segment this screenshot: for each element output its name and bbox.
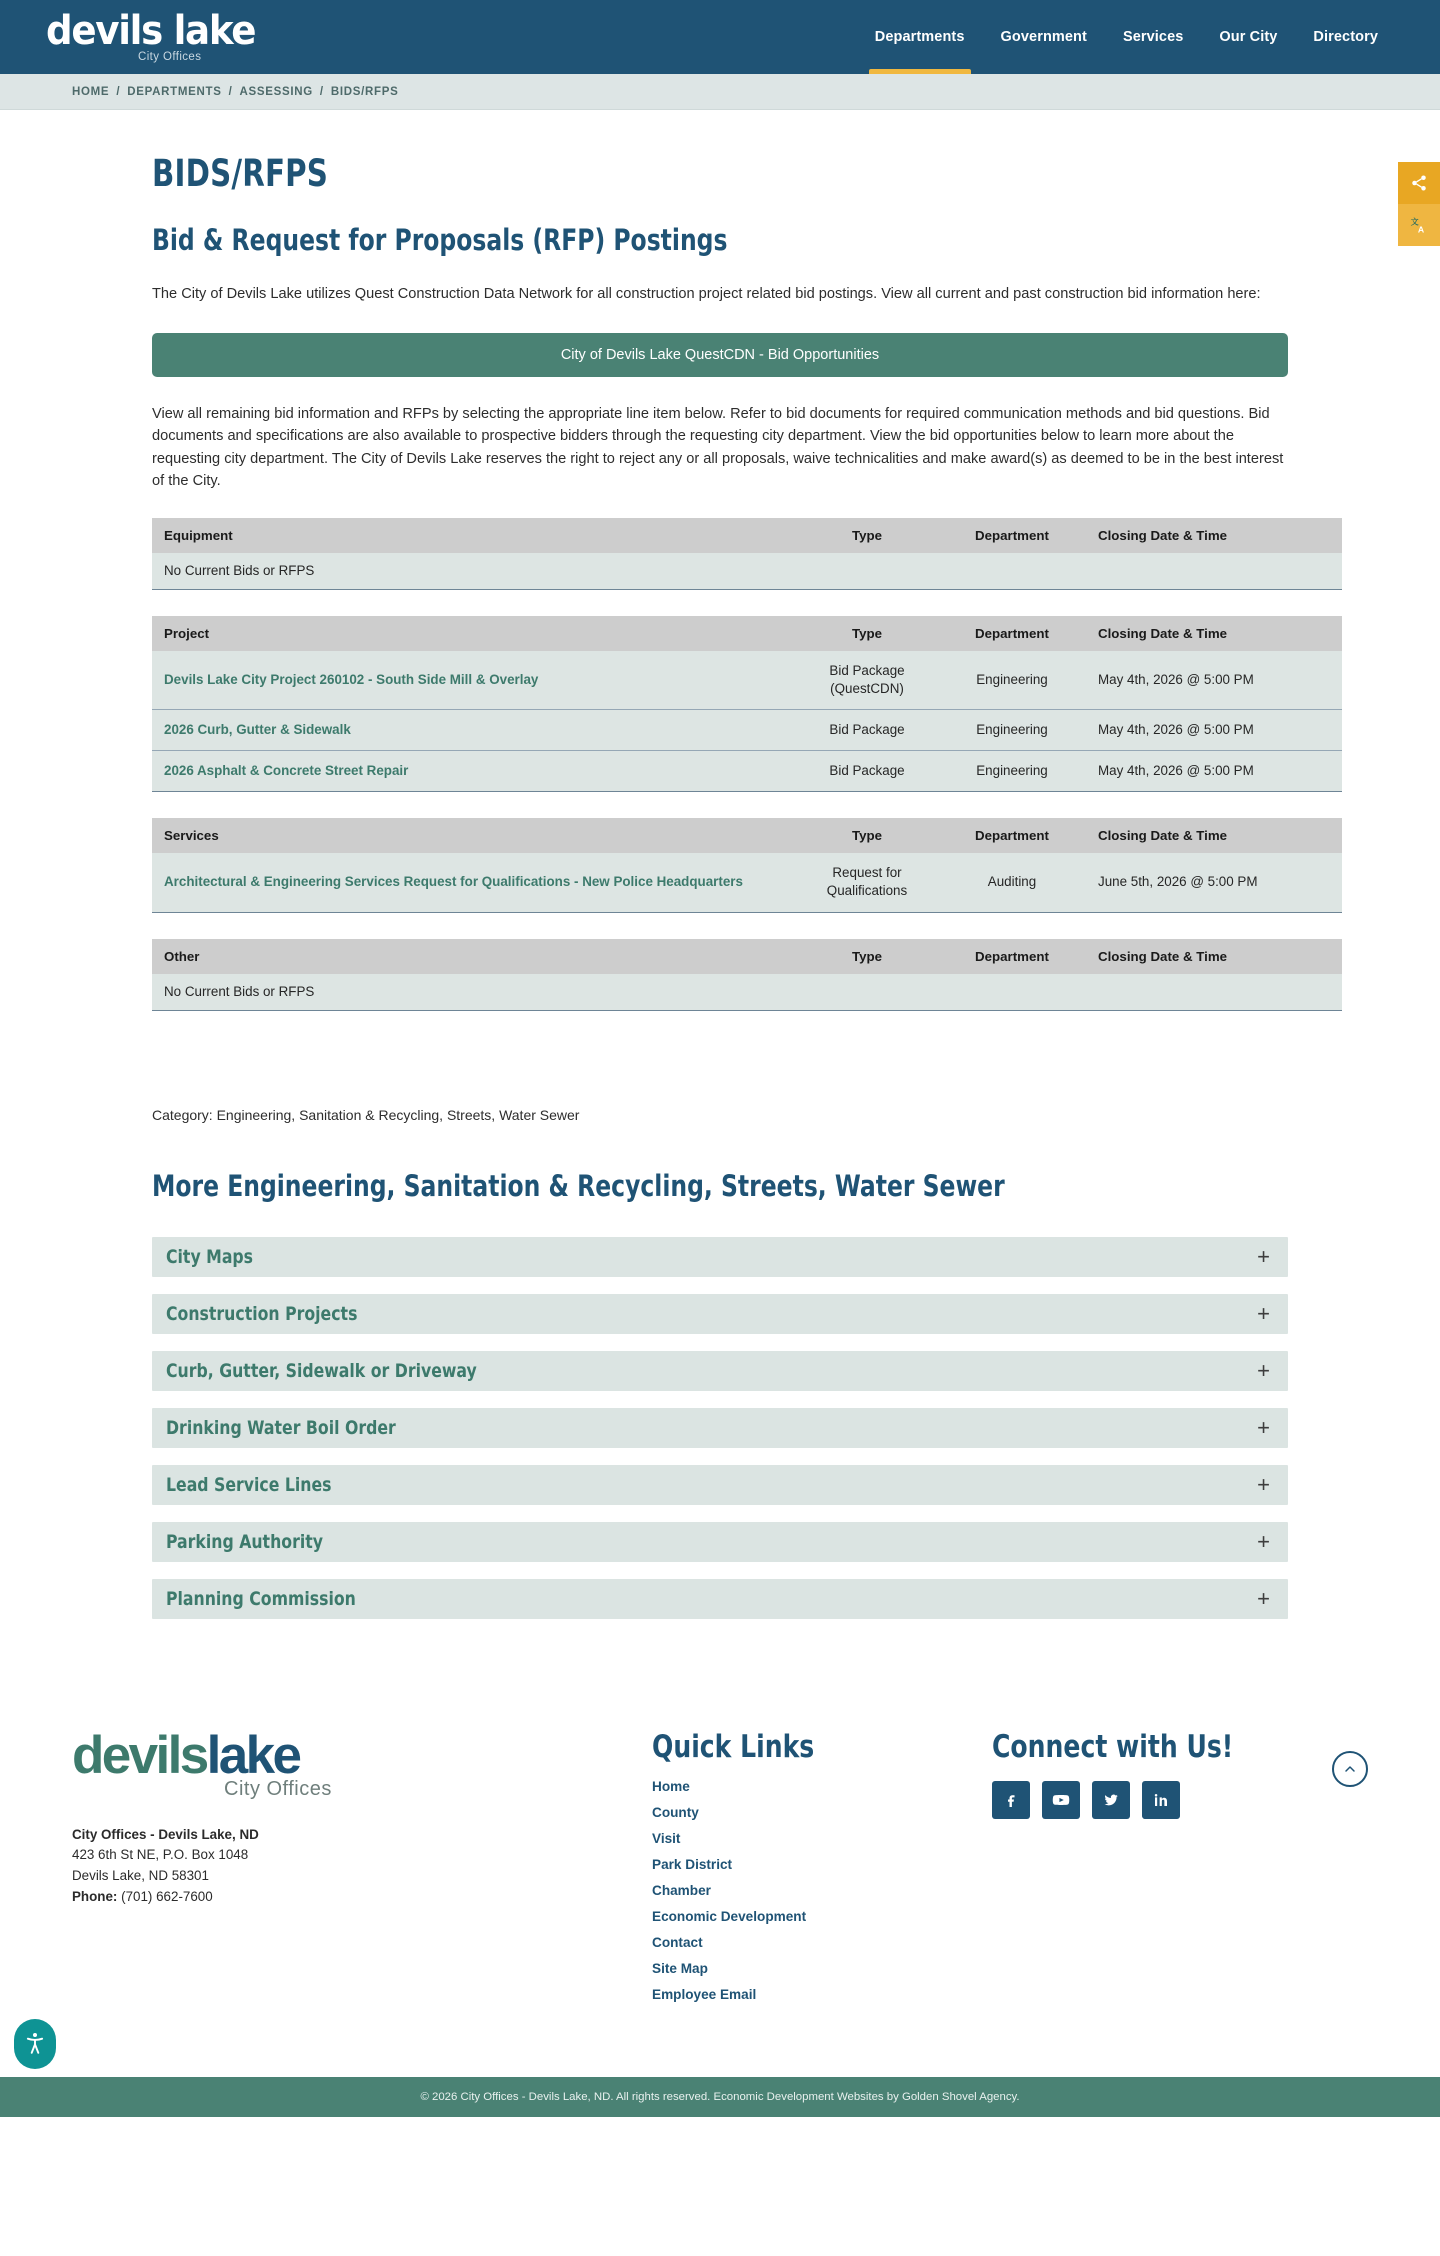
plus-icon: + (1257, 1585, 1270, 1611)
breadcrumb-separator: / (319, 85, 324, 98)
share-button[interactable] (1398, 162, 1440, 204)
linkedin-glyph (1152, 1791, 1170, 1809)
plus-icon: + (1257, 1300, 1270, 1326)
translate-button[interactable] (1398, 204, 1440, 246)
address-line-1: 423 6th St NE, P.O. Box 1048 (72, 1847, 249, 1863)
bid-name-cell (152, 751, 792, 792)
quick-link-chamber[interactable]: Chamber (652, 1882, 711, 1898)
svg-text:A: A (1417, 224, 1424, 235)
intro-paragraph: The City of Devils Lake utilizes Quest Construction Data Network for all construction project related bid postings. View all current and past construction bid information here: (152, 286, 1261, 302)
quick-link-employee-email[interactable]: Employee Email (652, 1986, 757, 2002)
table-header-row (152, 939, 1342, 974)
bid-department-cell: Engineering (942, 751, 1082, 792)
bid-name-cell (152, 853, 792, 912)
nav-item-our-city[interactable]: Our City (1219, 29, 1278, 45)
phone-value[interactable]: (701) 662-7600 (121, 1888, 213, 1904)
accordion-item-planning-commission[interactable] (152, 1579, 1288, 1619)
footer-logo[interactable] (72, 1725, 652, 1785)
twitter-icon[interactable] (1092, 1781, 1130, 1819)
bid-link[interactable]: 2026 Asphalt & Concrete Street Repair (164, 763, 409, 779)
column-header-closing: Closing Date & Time (1082, 518, 1342, 553)
address-line-2: Devils Lake, ND 58301 (72, 1868, 209, 1884)
accessibility-widget-button[interactable] (14, 2019, 56, 2069)
bid-department-cell: Auditing (942, 853, 1082, 912)
table-row (152, 553, 1342, 590)
table-row (152, 710, 1342, 751)
site-header (0, 0, 1440, 74)
logo-subtext: City Offices (138, 50, 202, 63)
accordion-item-lead-service-lines[interactable] (152, 1465, 1288, 1505)
copyright-text: © 2026 City Offices - Devils Lake, ND. All rights reserved. Economic Development Websites by Golden Shovel Agency. (420, 2090, 1020, 2103)
footer-quick-links-column (652, 1729, 992, 2013)
site-logo[interactable] (46, 7, 271, 64)
column-header-closing: Closing Date & Time (1082, 616, 1342, 651)
column-header-category: Project (152, 616, 792, 651)
youtube-glyph (1051, 1790, 1071, 1810)
bid-closing-cell: May 4th, 2026 @ 5:00 PM (1082, 710, 1342, 751)
main-navigation (857, 0, 1396, 74)
breadcrumb-separator: / (116, 85, 121, 98)
social-links (992, 1781, 1312, 1819)
footer-brand-column (72, 1725, 652, 2013)
plus-icon: + (1257, 1471, 1270, 1497)
accordion-label: Construction Projects (166, 1302, 358, 1325)
phone-label: Phone: (72, 1888, 118, 1904)
quick-link-economic-development[interactable]: Economic Development (652, 1908, 807, 1924)
footer-logo-subtext: City Offices (224, 1777, 332, 1800)
column-header-closing: Closing Date & Time (1082, 939, 1342, 974)
office-name: City Offices - Devils Lake, ND (72, 1826, 259, 1842)
column-header-category: Services (152, 818, 792, 853)
accordion-label: Lead Service Lines (166, 1473, 332, 1496)
column-header-category: Other (152, 939, 792, 974)
phone-row (72, 1887, 652, 1908)
connect-title: Connect with Us! (992, 1728, 1234, 1765)
column-header-type: Type (792, 518, 942, 553)
breadcrumb-separator: / (228, 85, 233, 98)
accordion-item-construction-projects[interactable] (152, 1294, 1288, 1334)
column-header-type: Type (792, 616, 942, 651)
share-icon (1410, 174, 1428, 192)
bid-type-cell: Request for Qualifications (792, 853, 942, 912)
detail-paragraph: View all remaining bid information and RFPs by selecting the appropriate line item below. Refer to bid documents for required communication methods and bid questions. Bid documents and specifications are also available to prospective bidders through the requesting city department. View the bid opportunities below to learn more about the requesting city department. The City of Devils Lake reserves the right to reject any or all proposals, waive technicalities and make award(s) as deemed to be in the best interest of the City. (152, 406, 1284, 489)
breadcrumb-item-assessing[interactable]: ASSESSING (239, 85, 313, 98)
column-header-department: Department (942, 518, 1082, 553)
accessibility-icon (24, 2031, 46, 2057)
nav-item-government[interactable]: Government (1000, 29, 1087, 45)
bid-link[interactable]: 2026 Curb, Gutter & Sidewalk (164, 722, 351, 738)
column-header-closing: Closing Date & Time (1082, 818, 1342, 853)
column-header-department: Department (942, 818, 1082, 853)
column-header-type: Type (792, 818, 942, 853)
bid-link[interactable]: Devils Lake City Project 260102 - South Side Mill & Overlay (164, 672, 539, 687)
table-header-row (152, 818, 1342, 853)
site-footer (0, 1681, 1440, 2077)
accordion-item-drinking-water-boil-order[interactable] (152, 1408, 1288, 1448)
accordion-label: City Maps (166, 1245, 254, 1268)
linkedin-icon[interactable] (1142, 1781, 1180, 1819)
bids-table-project (152, 616, 1342, 792)
quick-link-contact[interactable]: Contact (652, 1934, 703, 1950)
facebook-glyph (1002, 1791, 1020, 1809)
main-content (80, 110, 1360, 1619)
footer-logo-lake: lake (206, 1725, 300, 1785)
bid-type-cell: Bid Package (QuestCDN) (792, 651, 942, 710)
accordion-label: Drinking Water Boil Order (166, 1416, 396, 1439)
bid-department-cell: Engineering (942, 710, 1082, 751)
svg-text:文: 文 (1410, 217, 1419, 227)
bid-link[interactable]: Architectural & Engineering Services Request for Qualifications - New Police Headquarters (164, 874, 743, 890)
footer-logo-devils: devils (72, 1725, 207, 1785)
bid-type-cell: Bid Package (792, 751, 942, 792)
breadcrumb (0, 74, 1440, 110)
table-row (152, 651, 1342, 710)
quick-link-site-map[interactable]: Site Map (652, 1960, 708, 1976)
page-title: BIDS/RFPS (152, 152, 329, 195)
facebook-icon[interactable] (992, 1781, 1030, 1819)
bid-closing-cell: June 5th, 2026 @ 5:00 PM (1082, 853, 1342, 912)
accordion-item-city-maps[interactable] (152, 1237, 1288, 1277)
plus-icon: + (1257, 1414, 1270, 1440)
table-header-row (152, 616, 1342, 651)
twitter-glyph (1102, 1791, 1120, 1809)
copyright-bar (0, 2077, 1440, 2117)
breadcrumb-item-departments[interactable]: DEPARTMENTS (127, 85, 222, 98)
plus-icon: + (1257, 1528, 1270, 1554)
logo-text: devils lake (46, 7, 256, 54)
bid-name-cell (152, 651, 792, 710)
table-header-row (152, 518, 1342, 553)
related-accordion (152, 1237, 1288, 1619)
quick-links-title: Quick Links (652, 1728, 815, 1765)
bid-closing-cell: May 4th, 2026 @ 5:00 PM (1082, 751, 1342, 792)
category-line: Category: Engineering, Sanitation & Recycling, Streets, Water Sewer (152, 1106, 580, 1123)
accordion-item-parking-authority[interactable] (152, 1522, 1288, 1562)
questcdn-bid-opportunities-button[interactable]: City of Devils Lake QuestCDN - Bid Opportunities (152, 333, 1288, 377)
quick-link-county[interactable]: County (652, 1804, 699, 1820)
table-row (152, 974, 1342, 1011)
table-row (152, 853, 1342, 912)
accordion-label: Curb, Gutter, Sidewalk or Driveway (166, 1359, 477, 1382)
bid-closing-cell: May 4th, 2026 @ 5:00 PM (1082, 651, 1342, 710)
column-header-department: Department (942, 939, 1082, 974)
breadcrumb-item-current: BIDS/RFPS (330, 85, 399, 98)
accordion-item-curb-gutter-sidewalk-driveway[interactable] (152, 1351, 1288, 1391)
quick-link-park-district[interactable]: Park District (652, 1856, 733, 1872)
bid-type-cell: Bid Package (792, 710, 942, 751)
bids-table-services (152, 818, 1342, 912)
bid-department-cell: Engineering (942, 651, 1082, 710)
more-section-title: More Engineering, Sanitation & Recycling, Streets, Water Sewer (152, 1168, 1005, 1203)
empty-state-message: No Current Bids or RFPS (152, 553, 1342, 590)
bids-table-equipment (152, 518, 1342, 590)
side-tools (1398, 162, 1440, 246)
column-header-department: Department (942, 616, 1082, 651)
plus-icon: + (1257, 1357, 1270, 1383)
footer-social-column (992, 1729, 1312, 2013)
empty-state-message: No Current Bids or RFPS (152, 974, 1342, 1011)
accordion-label: Parking Authority (166, 1530, 324, 1553)
footer-address (72, 1825, 652, 1908)
nav-item-departments[interactable]: Departments (857, 0, 983, 74)
table-row (152, 751, 1342, 792)
translate-icon (1410, 216, 1429, 235)
quick-link-home[interactable]: Home (652, 1778, 690, 1794)
column-header-type: Type (792, 939, 942, 974)
quick-link-visit[interactable]: Visit (652, 1830, 681, 1846)
back-to-top-button[interactable] (1332, 1751, 1368, 1787)
chevron-up-icon (1342, 1761, 1358, 1777)
plus-icon: + (1257, 1243, 1270, 1269)
youtube-icon[interactable] (1042, 1781, 1080, 1819)
bids-table-other (152, 939, 1342, 1011)
breadcrumb-item-home[interactable]: HOME (72, 85, 110, 98)
column-header-category: Equipment (152, 518, 792, 553)
section-title: Bid & Request for Proposals (RFP) Postings (152, 223, 728, 257)
nav-item-directory[interactable]: Directory (1313, 29, 1378, 45)
nav-item-services[interactable]: Services (1122, 29, 1184, 45)
bid-name-cell (152, 710, 792, 751)
accordion-label: Planning Commission (166, 1587, 356, 1610)
